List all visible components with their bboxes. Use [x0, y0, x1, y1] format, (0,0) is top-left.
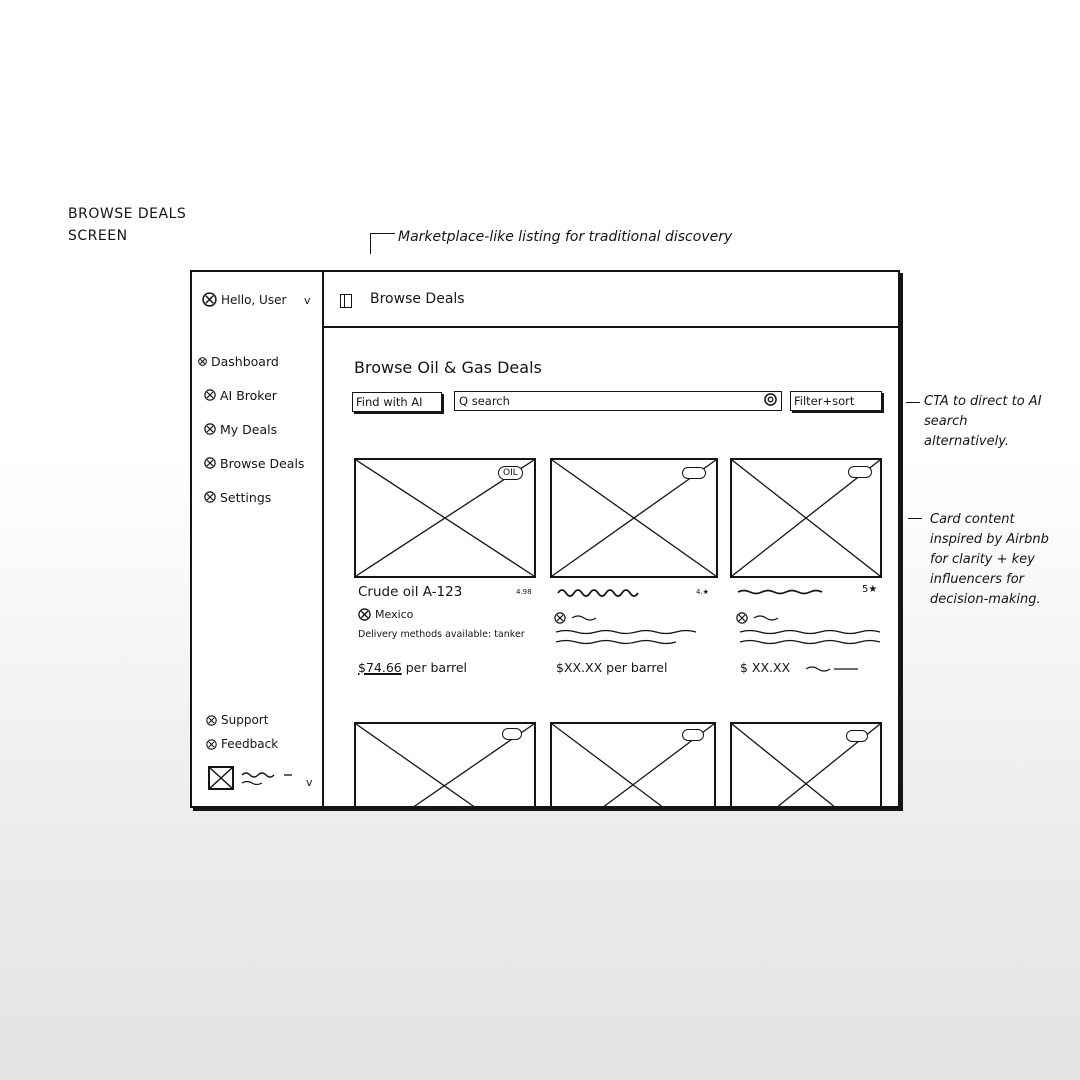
- sidebar-item-label: AI Broker: [220, 387, 277, 403]
- find-with-ai-button[interactable]: Find with AI: [352, 392, 442, 412]
- card-rating: 4.98: [516, 588, 532, 596]
- price-unit: per barrel: [405, 660, 468, 675]
- user-avatar-icon: [202, 292, 217, 307]
- card-title-scribble: [556, 586, 656, 600]
- card-rating: 5★: [862, 584, 878, 595]
- section-heading: Browse Oil & Gas Deals: [354, 358, 542, 377]
- sidebar-item-label: Feedback: [221, 737, 279, 751]
- price-unit-scribble: [804, 664, 860, 674]
- card-title[interactable]: Crude oil A-123: [358, 584, 463, 600]
- sidebar-item-my-deals[interactable]: [198, 412, 304, 446]
- card-note: Card content inspired by Airbnb for clarity + key influencers for decision-making.: [930, 512, 1049, 607]
- sidebar-item-settings[interactable]: [198, 480, 304, 514]
- sidebar-nav: [198, 344, 304, 514]
- search-input[interactable]: Q search: [454, 391, 782, 411]
- price-unit: per barrel: [606, 660, 668, 675]
- price-amount: $ XX.XX: [740, 660, 791, 675]
- price-amount: $74.66: [358, 660, 402, 675]
- card-price: [358, 660, 467, 675]
- sidebar-item-support[interactable]: [206, 708, 278, 732]
- dashboard-icon: [198, 357, 207, 366]
- support-icon: [206, 715, 217, 726]
- wireframe-window: [190, 270, 900, 808]
- sidebar: [192, 272, 324, 806]
- my-deals-icon: [204, 423, 216, 435]
- card-details-scribble: [738, 610, 884, 654]
- cta-note-pointer: [906, 402, 920, 403]
- sidebar-toggle-icon[interactable]: [340, 294, 352, 308]
- search-clear-icon[interactable]: [764, 393, 777, 406]
- user-greeting: Hello, User: [221, 292, 287, 307]
- top-note-pointer: [370, 233, 395, 254]
- commodity-tag: [502, 728, 522, 740]
- sidebar-item-label: Browse Deals: [220, 455, 305, 471]
- sidebar-item-ai-broker[interactable]: [198, 378, 304, 412]
- delivery-methods: Delivery methods available: tanker: [358, 629, 525, 640]
- location-label: Mexico: [375, 608, 414, 621]
- account-avatar-icon: [208, 766, 234, 790]
- sidebar-item-label: Settings: [220, 489, 272, 505]
- sidebar-item-label: Support: [221, 713, 269, 727]
- account-chevron-down-icon[interactable]: v: [306, 776, 313, 789]
- card-title-scribble: [736, 586, 832, 598]
- sidebar-item-feedback[interactable]: [206, 732, 278, 756]
- browse-deals-icon: [204, 457, 216, 469]
- top-bar: [324, 272, 898, 328]
- sidebar-footer-nav: [206, 708, 278, 756]
- user-chevron-down-icon[interactable]: v: [304, 294, 311, 307]
- commodity-tag: [846, 730, 868, 742]
- filter-sort-button[interactable]: Filter+sort: [790, 391, 882, 411]
- commodity-tag: [682, 729, 704, 741]
- feedback-icon: [206, 739, 217, 750]
- sidebar-item-browse-deals[interactable]: [198, 446, 304, 480]
- card-price: [740, 660, 790, 675]
- user-menu[interactable]: [202, 292, 286, 307]
- account-switcher[interactable]: [208, 766, 296, 790]
- commodity-tag: OIL: [498, 466, 523, 480]
- card-note-pointer: [908, 518, 922, 519]
- sidebar-item-dashboard[interactable]: [198, 344, 304, 378]
- settings-icon: [204, 491, 216, 503]
- card-price: [556, 660, 667, 675]
- price-amount: $XX.XX: [556, 660, 603, 675]
- card-location: [358, 608, 413, 621]
- cta-note: CTA to direct to AI search alternatively.: [924, 394, 1042, 449]
- sidebar-item-label: My Deals: [220, 421, 278, 437]
- commodity-tag: [848, 466, 872, 478]
- location-icon: [358, 608, 371, 621]
- account-name-scribble: [240, 769, 296, 787]
- card-details-scribble: [554, 610, 714, 654]
- ai-broker-icon: [204, 389, 216, 401]
- page-title: Browse Deals: [370, 291, 465, 307]
- top-note: Marketplace-like listing for traditional discovery: [398, 229, 733, 245]
- commodity-tag: [682, 467, 706, 479]
- card-rating: 4.★: [696, 588, 709, 596]
- sidebar-item-label: Dashboard: [211, 353, 279, 369]
- screen-title-note: BROWSE DEALS SCREEN: [68, 206, 187, 244]
